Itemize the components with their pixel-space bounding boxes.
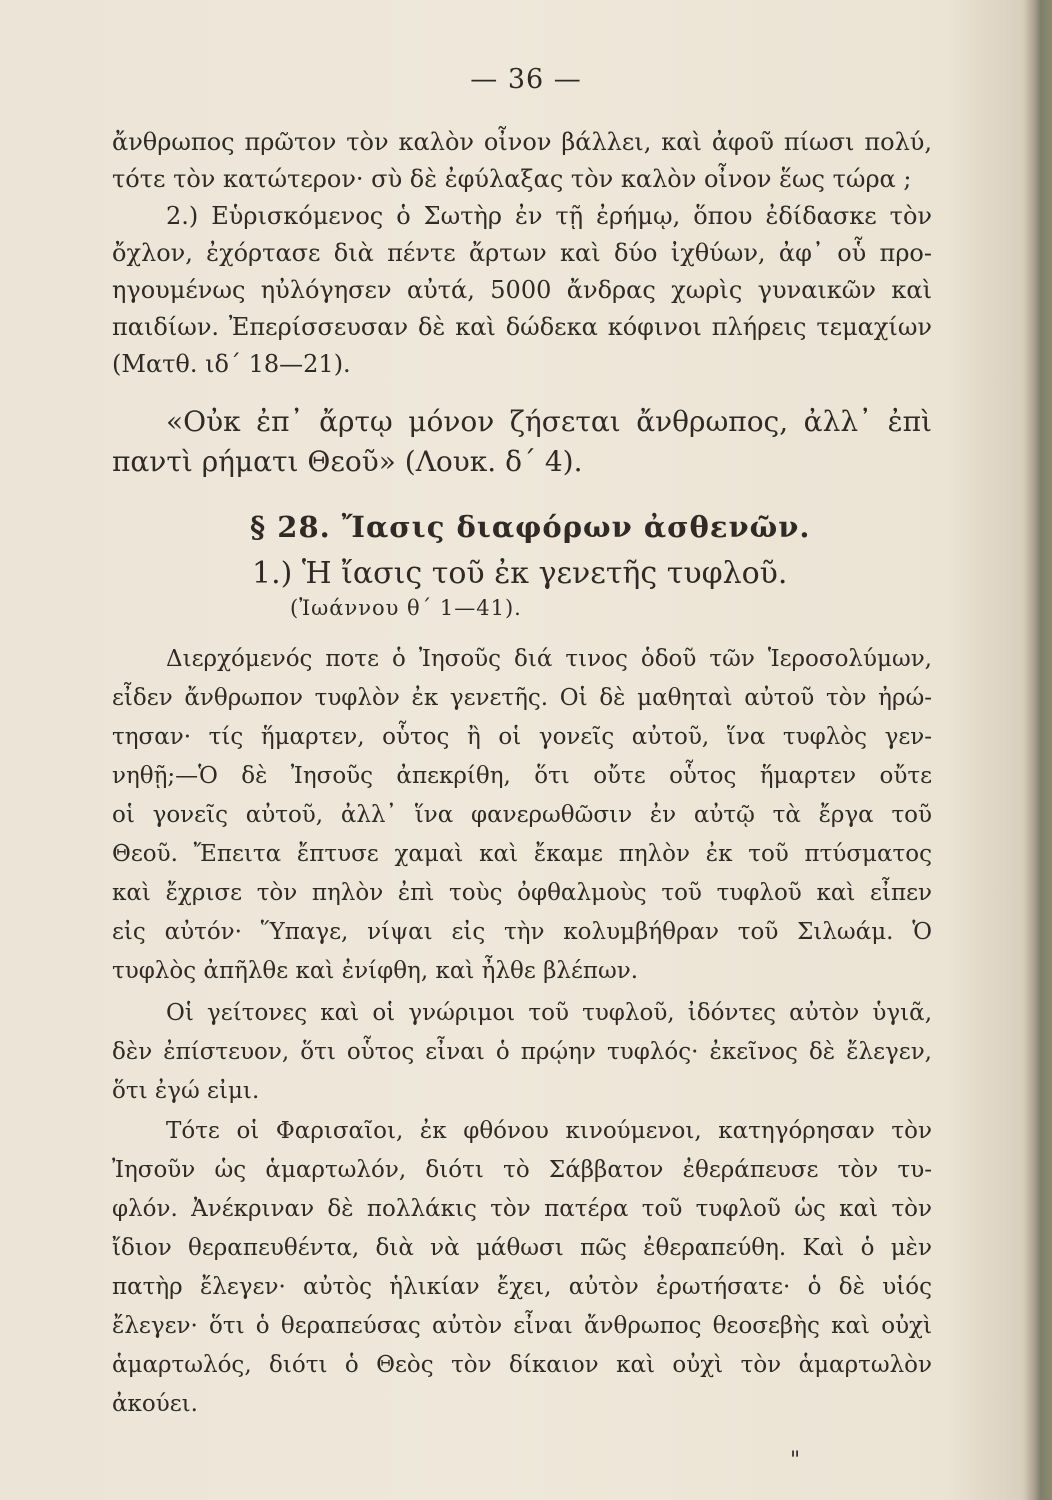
binding-edge [1024,0,1052,1500]
text-line: Θεοῦ. Ἔπειτα ἔπτυσε χαμαὶ καὶ ἔκαμε πηλὸν ἐκ τοῦ πτύσματος [112,841,932,867]
text-line: παιδίων. Ἐπερίσσευσαν δὲ καὶ δώδεκα κόφινοι πλήρεις τεμαχίων [112,313,932,341]
text-line: νηθῇ;—Ὁ δὲ Ἰησοῦς ἀπεκρίθη, ὅτι οὔτε οὗτος ἥμαρτεν οὔτε [112,763,932,789]
text-line: Τότε οἱ Φαρισαῖοι, ἐκ φθόνου κινούμενοι, κατηγόρησαν τὸν [166,1118,932,1144]
paragraph-pharisees [112,1112,932,1424]
paragraph-blind-man [112,640,932,991]
section-heading: § 28. Ἴασις διαφόρων ἀσθενῶν. [250,510,811,544]
text-line: δὲν ἐπίστευον, ὅτι οὗτος εἶναι ὁ πρῴην τυφλός· ἐκεῖνος δὲ ἔλεγεν, [112,1039,932,1065]
text-line: «Οὐκ ἐπ᾽ ἄρτῳ μόνον ζήσεται ἄνθρωπος, ἀλλ᾽ ἐπὶ [166,405,932,438]
section-reference: (Ἰωάννου θ΄ 1—41). [290,596,522,620]
text-line: Ἰησοῦν ὡς ἁμαρτωλόν, διότι τὸ Σάββατον ἐθεράπευσε τὸν τυ- [112,1157,932,1183]
text-line: καὶ ἔχρισε τὸν πηλὸν ἐπὶ τοὺς ὀφθαλμοὺς τοῦ τυφλοῦ καὶ εἶπεν [112,880,932,906]
text-line: εἰς αὐτόν· Ὕπαγε, νίψαι εἰς τὴν κολυμβήθραν τοῦ Σιλωάμ. Ὁ [112,919,932,945]
page-number: — 36 — [470,64,582,95]
text-line: Διερχόμενός ποτε ὁ Ἰησοῦς διά τινος ὁδοῦ τῶν Ἱεροσολύμων, [166,646,932,672]
section-subtitle: 1.) Ἡ ἴασις τοῦ ἐκ γενετῆς τυφλοῦ. [252,556,788,591]
text-line: πατὴρ ἔλεγεν· αὐτὸς ἡλικίαν ἔχει, αὐτὸν ἐρωτήσατε· ὁ δὲ υἱός [112,1274,932,1300]
text-line: ἁμαρτωλός, διότι ὁ Θεὸς τὸν δίκαιον καὶ οὐχὶ τὸν ἁμαρτωλὸν [112,1352,932,1378]
footer-mark: " [790,1448,801,1473]
text-line: ἄνθρωπος πρῶτον τὸν καλὸν οἶνον βάλλει, καὶ ἀφοῦ πίωσι πολύ, [112,128,932,156]
text-line: Οἱ γείτονες καὶ οἱ γνώριμοι τοῦ τυφλοῦ, ἰδόντες αὐτὸν ὑγιᾶ, [166,1000,932,1026]
text-line: τησαν· τίς ἥμαρτεν, οὗτος ἢ οἱ γονεῖς αὐτοῦ, ἵνα τυφλὸς γεν- [112,724,932,750]
text-line: οἱ γονεῖς αὐτοῦ, ἀλλ᾽ ἵνα φανερωθῶσιν ἐν αὐτῷ τὰ ἔργα τοῦ [112,802,932,828]
text-line: ὄχλον, ἐχόρτασε διὰ πέντε ἄρτων καὶ δύο ἰχθύων, ἀφ᾽ οὗ προ- [112,239,932,267]
text-line: παντὶ ρήματι Θεοῦ» (Λουκ. δ΄ 4). [112,445,583,478]
text-line: (Ματθ. ιδ΄ 18—21). [112,350,351,378]
text-line: τυφλὸς ἀπῆλθε καὶ ἐνίφθη, καὶ ἦλθε βλέπων. [112,958,639,984]
paragraph-neighbors [112,994,932,1111]
paragraph-feeding [112,198,932,383]
text-line: ἀκούει. [112,1391,198,1417]
text-line: ἴδιον θεραπευθέντα, διὰ νὰ μάθωσι πῶς ἐθεραπεύθη. Καὶ ὁ μὲν [112,1235,932,1261]
quotation-paragraph [112,402,932,482]
text-line: ἔλεγεν· ὅτι ὁ θεραπεύσας αὐτὸν εἶναι ἄνθρωπος θεοσεβὴς καὶ οὐχὶ [112,1313,932,1339]
text-line: τότε τὸν κατώτερον· σὺ δὲ ἐφύλαξας τὸν καλὸν οἶνον ἕως τώρα ; [112,165,912,193]
text-line: φλόν. Ἀνέκριναν δὲ πολλάκις τὸν πατέρα τοῦ τυφλοῦ ὡς καὶ τὸν [112,1196,932,1222]
text-line: εἶδεν ἄνθρωπον τυφλὸν ἐκ γενετῆς. Οἱ δὲ μαθηταὶ αὐτοῦ τὸν ἠρώ- [112,685,932,711]
text-line: 2.) Εὑρισκόμενος ὁ Σωτὴρ ἐν τῇ ἐρήμῳ, ὅπου ἐδίδασκε τὸν [166,202,932,230]
text-line: ηγουμένως ηὐλόγησεν αὐτά, 5000 ἄνδρας χωρὶς γυναικῶν καὶ [112,276,932,304]
text-line: ὅτι ἐγώ εἰμι. [112,1078,260,1104]
paragraph-wine [112,124,932,198]
